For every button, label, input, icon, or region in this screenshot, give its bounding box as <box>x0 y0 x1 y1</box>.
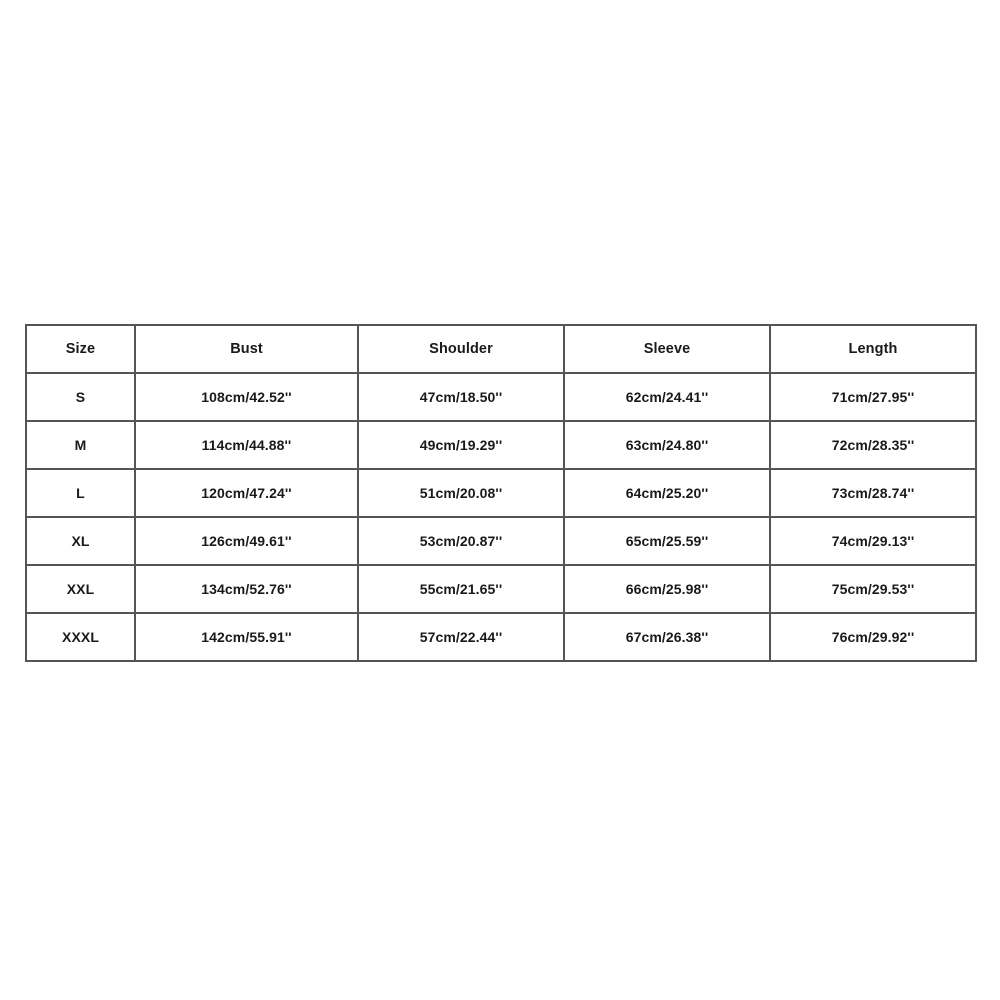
cell-bust: 108cm/42.52'' <box>135 373 358 421</box>
header-bust: Bust <box>135 325 358 373</box>
header-size: Size <box>26 325 135 373</box>
table-row <box>26 565 976 613</box>
cell-sleeve: 64cm/25.20'' <box>564 469 770 517</box>
cell-length: 71cm/27.95'' <box>770 373 976 421</box>
cell-size: M <box>26 421 135 469</box>
cell-size: XL <box>26 517 135 565</box>
cell-length: 75cm/29.53'' <box>770 565 976 613</box>
cell-shoulder: 53cm/20.87'' <box>358 517 564 565</box>
cell-sleeve: 67cm/26.38'' <box>564 613 770 661</box>
header-sleeve: Sleeve <box>564 325 770 373</box>
cell-bust: 134cm/52.76'' <box>135 565 358 613</box>
cell-sleeve: 62cm/24.41'' <box>564 373 770 421</box>
cell-bust: 142cm/55.91'' <box>135 613 358 661</box>
cell-size: L <box>26 469 135 517</box>
cell-length: 76cm/29.92'' <box>770 613 976 661</box>
cell-size: XXXL <box>26 613 135 661</box>
table-header-row <box>26 325 976 373</box>
cell-bust: 120cm/47.24'' <box>135 469 358 517</box>
cell-length: 73cm/28.74'' <box>770 469 976 517</box>
header-shoulder: Shoulder <box>358 325 564 373</box>
cell-sleeve: 65cm/25.59'' <box>564 517 770 565</box>
table-row <box>26 373 976 421</box>
cell-shoulder: 55cm/21.65'' <box>358 565 564 613</box>
table-row <box>26 421 976 469</box>
cell-shoulder: 47cm/18.50'' <box>358 373 564 421</box>
cell-length: 72cm/28.35'' <box>770 421 976 469</box>
table-row <box>26 613 976 661</box>
table-row <box>26 469 976 517</box>
cell-shoulder: 49cm/19.29'' <box>358 421 564 469</box>
table-row <box>26 517 976 565</box>
cell-size: S <box>26 373 135 421</box>
cell-bust: 114cm/44.88'' <box>135 421 358 469</box>
cell-size: XXL <box>26 565 135 613</box>
cell-bust: 126cm/49.61'' <box>135 517 358 565</box>
header-length: Length <box>770 325 976 373</box>
size-chart-table <box>25 324 977 662</box>
cell-sleeve: 63cm/24.80'' <box>564 421 770 469</box>
cell-shoulder: 57cm/22.44'' <box>358 613 564 661</box>
cell-shoulder: 51cm/20.08'' <box>358 469 564 517</box>
cell-sleeve: 66cm/25.98'' <box>564 565 770 613</box>
cell-length: 74cm/29.13'' <box>770 517 976 565</box>
